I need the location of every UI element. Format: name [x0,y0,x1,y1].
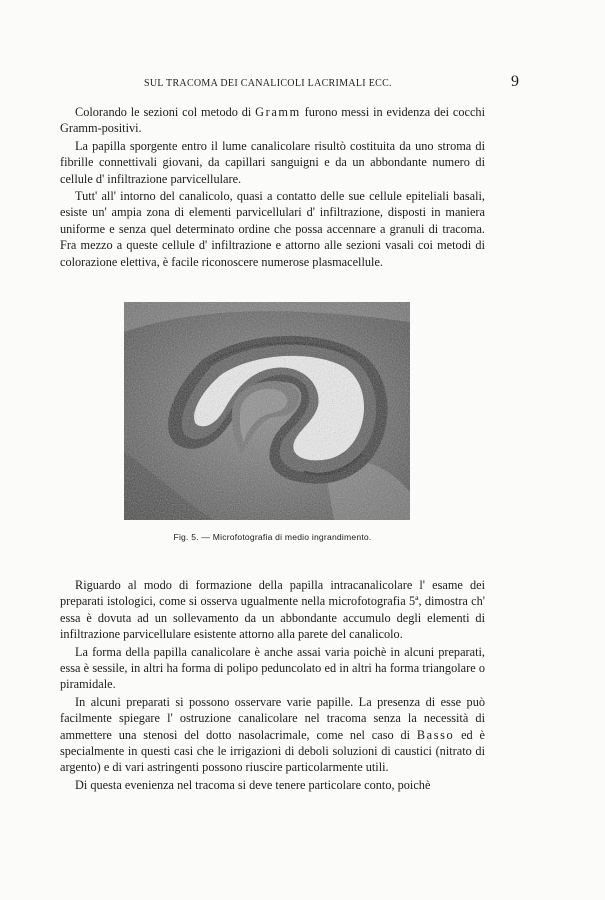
paragraph: Riguardo al modo di formazione della papilla intracanalicolare l' esame dei preparati istologici, come si osserva ugualmente nella microfotografia 5ª, dimostra ch' essa è dovuta ad un sollevamento da un abbondante accumulo degli elementi di infiltrazione parvicellulare esistente attorno alla parete del canalicolo. [60,578,485,642]
author-name: Gramm [255,105,301,119]
author-name: Basso [416,727,455,742]
body-text-bottom [60,577,485,793]
body-text-top [60,104,485,270]
figure-caption: Fig. 5. — Microfotografia di medio ingrandimento. [173,532,372,542]
paragraph: La papilla sporgente entro il lume canalicolare risultò costituita da uno stroma di fibrille connettivali giovani, da capillari sanguigni e da un abbondante numero di cellule d' infiltrazione parvicellulare. [60,138,485,186]
page-header [80,73,519,92]
page-number: 9 [511,73,519,90]
paragraph: In alcuni preparati si possono osservare varie papille. La presenza di esse può facilmente spiegare l' ostruzione canalicolare nel tracoma senza la necessità di ammettere una stenosi del dotto nasolacrimale, come nel caso di Basso ed è specialmente in questi casi che le irrigazioni di deboli soluzioni di caustici (nitrato di argento) e di vari astringenti possono riuscire particolarmente utili. [60,694,485,775]
paragraph: Di questa evenienza nel tracoma si deve tenere particolare conto, poichè [75,777,431,792]
paragraph: La forma della papilla canalicolare è anche assai varia poichè in alcuni preparati, essa è sessile, in altri ha forma di polipo peduncolato ed in altri ha forma triangolare o piramidale. [60,644,485,692]
micrograph-figure [124,302,410,520]
paragraph: Tutt' all' intorno del canalicolo, quasi a contatto delle sue cellule epiteliali basali, esiste un' ampia zona di elementi parvicellulari d' infiltrazione, disposti in maniera uniforme e senza quel determinato ordine che possa accennare a granuli di tracoma. Fra mezzo a queste cellule d' infiltrazione e attorno alle sezioni vasali coi metodi di colorazione elettiva, è facile riconoscere numerose plasmacellule. [60,189,485,269]
running-title: SUL TRACOMA DEI CANALICOLI LACRIMALI ECC. [144,78,392,89]
micrograph-image [124,302,410,520]
paragraph: Colorando le sezioni col metodo di Gramm furono messi in evidenza dei cocchi Gramm-positivi. [60,105,485,136]
